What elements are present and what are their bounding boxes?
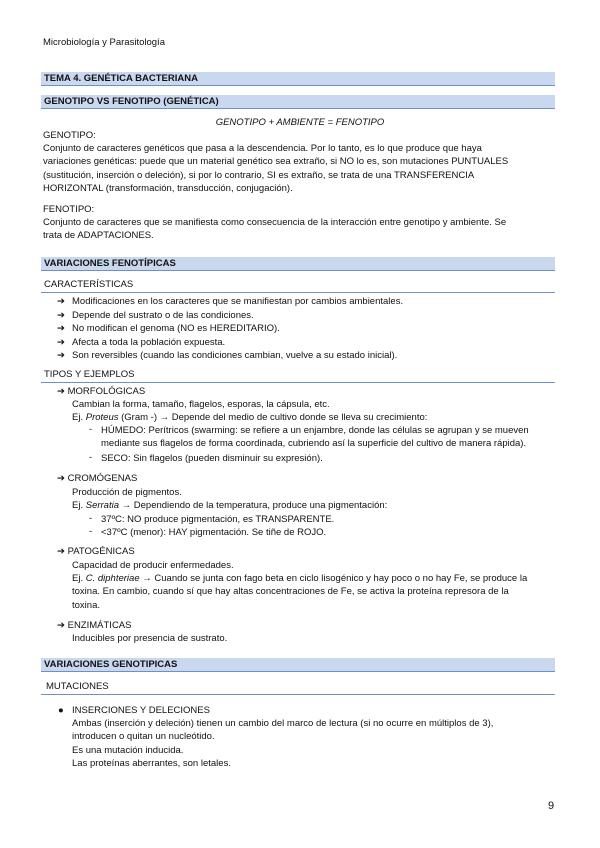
list-item: ➔ Son reversibles (cuando las condiciones cambian, vuelve a su estado inicial).	[57, 350, 398, 362]
patogenicas-line1: Capacidad de producir enfermedades.	[72, 560, 234, 571]
bullet-icon: ●	[58, 705, 64, 716]
arrow-bullet-icon: ➔	[57, 350, 65, 362]
fenotipo-paragraph	[43, 216, 554, 243]
dash-bullet-icon: -	[89, 452, 93, 463]
cromogenas-menor-text: <37ºC (menor): HAY pigmentación. Se tiñe de ROJO.	[101, 527, 327, 538]
paragraph-line: trata de ADAPTACIONES.	[43, 230, 154, 242]
paragraph-line: HORIZONTAL (transformación, transducción, conjugación).	[43, 182, 293, 194]
cromogenas-37-text: 37ºC: NO produce pigmentación, es TRANSPARENTE.	[101, 514, 335, 525]
cromogenas-example: Ej. Serratia → Dependiendo de la temperatura, produce una pigmentación:	[72, 500, 388, 511]
arrow-bullet-icon: ➔	[57, 323, 65, 335]
list-item: ➔ No modifican el genoma (NO es HEREDITARIO).	[57, 323, 280, 335]
arrow-bullet-icon: ➔	[57, 620, 68, 631]
genotipo-label: GENOTIPO:	[43, 130, 96, 141]
document-header: Microbiología y Parasitología	[43, 37, 165, 48]
tipos-ejemplos-subheading: TIPOS Y EJEMPLOS	[41, 369, 555, 383]
inserciones-heading: INSERCIONES Y DELECIONES	[72, 705, 210, 716]
genotipo-paragraph	[43, 142, 554, 195]
paragraph-line: Las proteínas aberrantes, son letales.	[72, 757, 231, 769]
section-genotipo-fenotipo-bar: GENOTIPO VS FENOTIPO (GENÉTICA)	[41, 95, 555, 109]
tema-title-bar: TEMA 4. GENÉTICA BACTERIANA	[41, 72, 555, 86]
arrow-bullet-icon: ➔	[57, 473, 68, 484]
paragraph-line: Conjunto de caracteres que se manifiesta como consecuencia de la interacción entre genotipo y ambiente. Se	[43, 217, 507, 228]
enzimaticas-line1: Inducibles por presencia de sustrato.	[72, 633, 228, 644]
paragraph-line: Conjunto de caracteres genéticos que pasa a la descendencia. Por lo tanto, es lo que produce que haya	[43, 143, 482, 154]
arrow-bullet-icon: ➔	[57, 296, 65, 307]
paragraph-line: variaciones genéticas: puede que un material genético sea extraño, si NO lo es, son mutaciones PUNTUALES	[43, 156, 509, 168]
fenotipo-label: FENOTIPO:	[43, 204, 95, 215]
section-variaciones-genotipicas-bar: VARIACIONES GENOTIPICAS	[41, 658, 555, 672]
caracteristicas-subheading: CARACTERÍSTICAS	[41, 279, 555, 293]
arrow-bullet-icon: ➔	[57, 309, 65, 321]
formula: GENOTIPO + AMBIENTE = FENOTIPO	[215, 117, 385, 128]
paragraph-line: Ambas (inserción y deleción) tienen un cambio del marco de lectura (si no ocurre en múltiplos de 3),	[72, 718, 494, 729]
paragraph-line: introducen o quitan un nucleótido.	[72, 731, 215, 743]
arrow-bullet-icon: ➔	[57, 336, 65, 348]
humedo-text: HÚMEDO: Perítricos (swarming: se refiere a un enjambre, donde las células se agrupan y se mueven mediante sus flagelos de forma coordinada, cubriendo así la superficie del cultivo de manera rápida).	[101, 425, 529, 450]
morfologicas-heading: ➔ MORFOLÓGICAS	[57, 386, 146, 397]
morfologicas-line1: Cambian la forma, tamaño, flagelos, esporas, la cápsula, etc.	[72, 399, 330, 410]
paragraph-line: Es una mutación inducida.	[72, 744, 184, 756]
paragraph-line: toxina.	[72, 599, 100, 611]
dash-bullet-icon: -	[89, 424, 93, 435]
mutaciones-subheading: MUTACIONES	[41, 681, 555, 695]
list-item: ➔ Depende del sustrato o de las condiciones.	[57, 309, 254, 321]
enzimaticas-heading: ➔ ENZIMÁTICAS	[57, 620, 132, 631]
paragraph-line: Ej. C. diphteriae → Cuando se junta con fago beta en ciclo lisogénico y hay poco o no hay Fe, se produce la	[72, 573, 528, 584]
dash-bullet-icon: -	[89, 513, 93, 524]
morfologicas-example: Ej. Proteus (Gram -) → Depende del medio de cultivo donde se lleva su crecimiento:	[72, 412, 428, 423]
cromogenas-line1: Producción de pigmentos.	[72, 487, 182, 498]
seco-text: SECO: Sin flagelos (pueden disminuir su expresión).	[101, 453, 323, 464]
arrow-bullet-icon: ➔	[57, 546, 68, 557]
list-item: ➔ Afecta a toda la población expuesta.	[57, 336, 226, 348]
patogenicas-heading: ➔ PATOGÉNICAS	[57, 546, 135, 557]
dash-bullet-icon: -	[89, 526, 93, 537]
list-item: ➔ Modificaciones en los caracteres que se manifiestan por cambios ambientales.	[57, 296, 404, 307]
patogenicas-paragraph	[72, 572, 555, 612]
section-variaciones-fenotipicas-bar: VARIACIONES FENOTÍPICAS	[41, 257, 555, 271]
arrow-bullet-icon: ➔	[57, 386, 68, 397]
caracteristicas-list	[57, 295, 403, 363]
paragraph-line: toxina. En cambio, cuando sí que hay altas concentraciones de Fe, se activa la proteína represora de la	[72, 586, 509, 598]
inserciones-paragraph	[72, 717, 555, 770]
paragraph-line: (sustitución, inserción o deleción), si por lo contrario, SI es extraño, se trata de una TRANSFERENCIA	[43, 169, 475, 181]
cromogenas-heading: ➔ CROMÓGENAS	[57, 473, 138, 484]
page-number: 9	[548, 800, 555, 812]
